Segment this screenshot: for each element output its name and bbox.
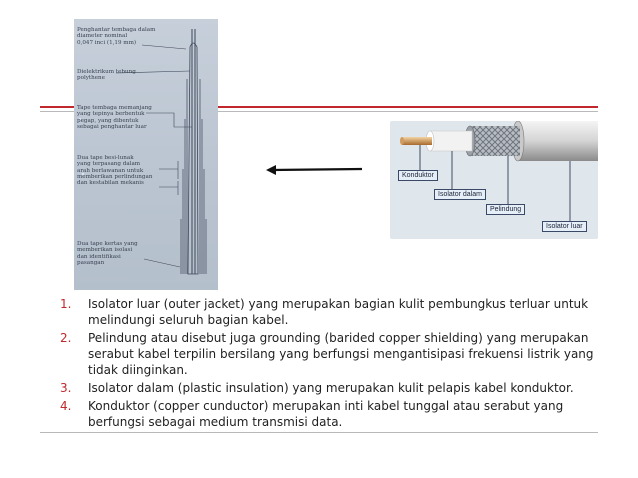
list-text: Isolator luar (outer jacket) yang merupakan bagian kulit pembungkus terluar untuk melindungi seluruh bagian kabel.: [88, 297, 589, 327]
list-text: Konduktor (copper cunductor) merupakan inti kabel tunggal atau serabut yang berfungsi sebagai medium transmisi data.: [88, 399, 564, 429]
list-item: [60, 296, 620, 328]
list-text: Isolator dalam (plastic insulation) yang merupakan kulit pelapis kabel konduktor.: [88, 381, 574, 395]
label-pelindung: Pelindung: [486, 204, 525, 215]
scan-label-paper-tape: Dua tape kertas yang memberikan isolasi dan identifikasi pasangan: [77, 241, 138, 266]
label-isolator-dalam: Isolator dalam: [434, 189, 486, 200]
list-number: 2.: [60, 331, 72, 345]
scan-label-conductor: Penghantar tembaga dalam diameter nominal 0,047 inci (1,19 mm): [77, 27, 156, 46]
cable-parts-list: [60, 296, 620, 432]
label-konduktor: Konduktor: [398, 170, 438, 181]
divider-bottom: [40, 432, 598, 433]
list-item: [60, 380, 620, 396]
arrow-left-icon: [266, 163, 364, 177]
list-item: [60, 330, 620, 378]
scan-label-copper-tape: Tape tembaga memanjang yang tepinya berbentuk pegap, yang dibentuk sebagai penghantar luar: [77, 105, 152, 130]
list-number: 3.: [60, 381, 72, 395]
list-text: Pelindung atau disebut juga grounding (barided copper shielding) yang merupakan serabut kabel terpilin bersilang yang berfungsi mengantisipasi frekuensi listrik yang tidak diinginkan.: [88, 331, 594, 377]
list-item: [60, 398, 620, 430]
scanned-cable-figure: [74, 19, 218, 290]
list-number: 4.: [60, 399, 72, 413]
label-isolator-luar: Isolator luar: [542, 221, 587, 232]
coaxial-cable-illustration: [390, 121, 598, 239]
list-number: 1.: [60, 297, 72, 311]
scan-label-dielectric: Dielektrikum tebung polythene: [77, 69, 136, 82]
scan-label-iron-tape: Dua tape besi-lunak yang terpasang dalam arah berlawanan untuk memberikan perlindungan dan kestabilan mekanis: [77, 155, 153, 187]
